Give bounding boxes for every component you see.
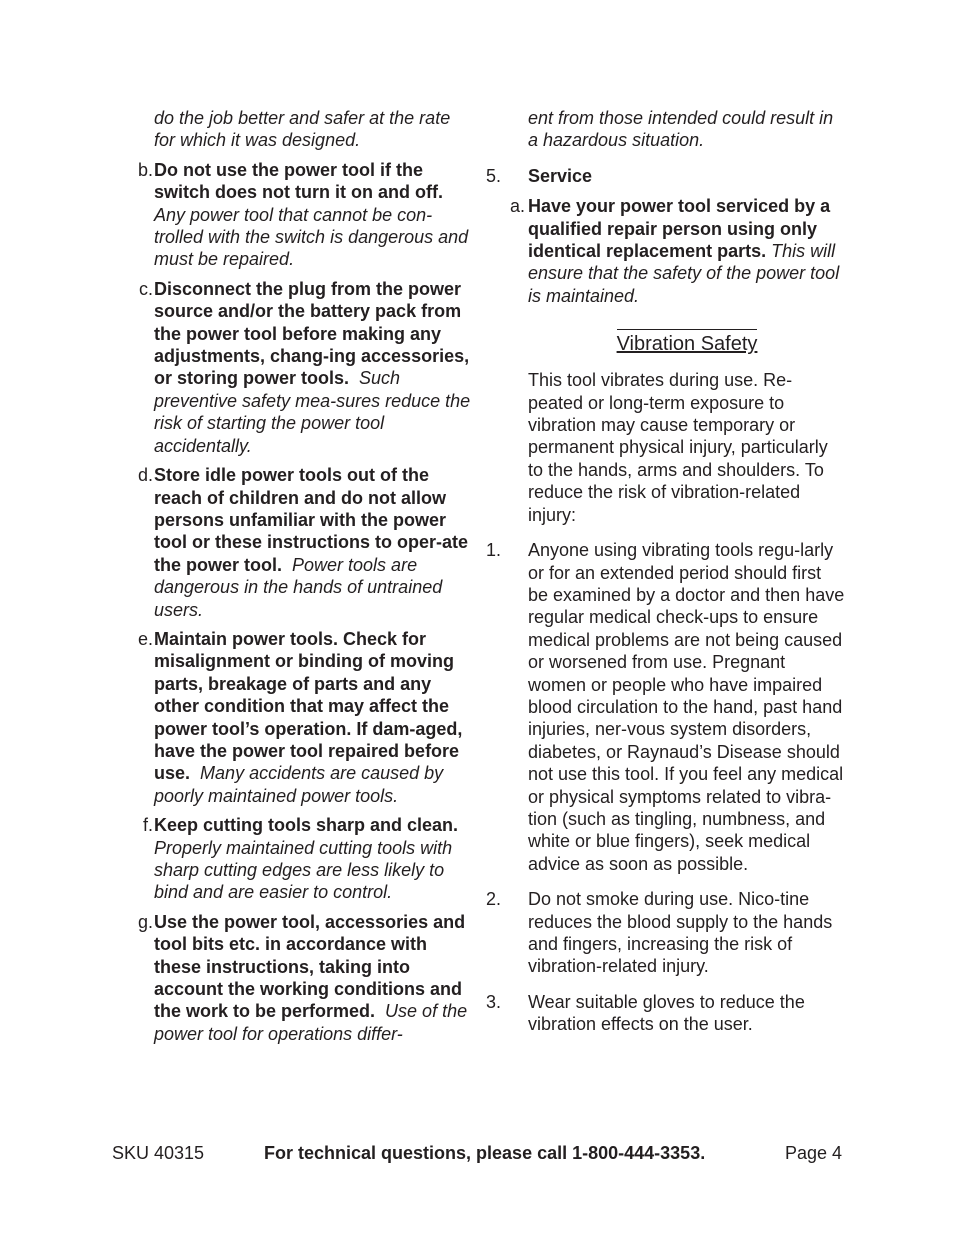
- item-marker: d.: [137, 465, 153, 486]
- list-item-c: [130, 278, 475, 457]
- item-bold-text: Do not use the power tool if the switch does not turn it on and off.: [154, 159, 443, 203]
- item-bold-text: Maintain power tools. Check for misalignment or binding of moving parts, breakage of parts and any other condition that may affect the power tool’s operation. If dam-aged, have the power tool repaired before use.: [154, 628, 463, 784]
- item-italic-text: Any power tool that cannot be con-trolled with the switch is dangerous and must be repaired.: [154, 204, 469, 270]
- section-title: Service: [528, 165, 593, 186]
- contact-line: For technical questions, please call 1-800-444-3353.: [264, 1143, 706, 1163]
- item-bold-text: Disconnect the plug from the power source and/or the battery pack from the power tool before making any adjustments, chang-ing accessories, or storing power tools.: [154, 278, 470, 389]
- continued-italic: ent from those intended could result in a hazardous situation.: [528, 108, 834, 151]
- continued-text: [486, 107, 846, 152]
- section-number: 5.: [486, 165, 502, 186]
- item-bold-text: Use the power tool, accessories and tool bits etc. in accordance with these instructions, taking into account the working conditions and the work to be performed.: [154, 911, 466, 1022]
- item-italic-text: Use of the power tool for operations differ-: [154, 1001, 468, 1044]
- item-italic-text: Many accidents are caused by poorly maintained power tools.: [154, 763, 444, 806]
- list-item-b: [130, 159, 475, 271]
- item-bold-text: Have your power tool serviced by a qualified repair person using only identical replacement parts.: [528, 196, 831, 262]
- list-item-d: [130, 464, 475, 621]
- sku-label: SKU 40315: [112, 1143, 205, 1163]
- item-marker: b.: [137, 159, 153, 180]
- item-number: 3.: [486, 991, 502, 1012]
- item-number: 1.: [486, 540, 502, 561]
- service-item-a: [486, 195, 846, 307]
- item-text: Wear suitable gloves to reduce the vibration effects on the user.: [528, 991, 805, 1035]
- vibration-item-1: [486, 539, 846, 875]
- service-section: [486, 165, 846, 187]
- list-item-e: [130, 628, 475, 807]
- item-marker: a.: [510, 196, 526, 217]
- item-marker: f.: [142, 815, 153, 836]
- list-item-f: [130, 814, 475, 904]
- vibration-safety-heading: [486, 329, 846, 357]
- continued-italic: do the job better and safer at the rate for which it was designed.: [154, 108, 451, 151]
- heading-text: Vibration Safety: [617, 329, 758, 357]
- item-italic-text: Power tools are dangerous in the hands of untrained users.: [154, 554, 443, 620]
- item-marker: c.: [138, 278, 153, 299]
- item-bold-text: Keep cutting tools sharp and clean.: [154, 815, 459, 836]
- vibration-intro: This tool vibrates during use. Re-peated or long-term exposure to vibration may cause temporary or permanent physical injury, particularly to the hands, arms and shoulders. To reduce the risk of vibration-related injury:: [528, 370, 828, 525]
- item-marker: g.: [137, 911, 153, 932]
- item-bold-text: Store idle power tools out of the reach of children and do not allow persons unfamiliar with the power tool or these instructions to oper-ate the power tool.: [154, 465, 469, 575]
- item-italic-text: Properly maintained cutting tools with sharp cutting edges are less likely to bind and are easier to control.: [154, 837, 453, 903]
- item-italic-text: This will ensure that the safety of the power tool is maintained.: [528, 241, 840, 306]
- left-column: [130, 107, 475, 1045]
- continued-text: [130, 107, 475, 152]
- page-number: Page 4: [784, 1143, 842, 1163]
- item-text: Do not smoke during use. Nico-tine reduces the blood supply to the hands and fingers, increasing the risk of vibration-related injury.: [528, 889, 833, 977]
- page-footer: [112, 1142, 842, 1166]
- item-marker: e.: [137, 628, 153, 649]
- vibration-item-3: [486, 991, 846, 1036]
- item-italic-text: Such preventive safety mea-sures reduce the risk of starting the power tool accidentally.: [154, 368, 471, 456]
- vibration-item-2: [486, 888, 846, 978]
- item-number: 2.: [486, 889, 502, 910]
- item-text: Anyone using vibrating tools regu-larly or for an extended period should first be examined by a doctor and then have regular medical check-ups to ensure medical problems are not being caused or worsened from use. Pregnant women or people who have impaired blood circulation to the hand, past hand injuries, ner-vous system disorders, diabetes, or Raynaud’s Disease should not use this tool. If you feel any medical or physical symptoms related to vibra-tion (such as tingling, numbness, and white or blue fingers), seek medical advice as soon as possible.: [528, 540, 845, 874]
- list-item-g: [130, 911, 475, 1045]
- right-column: [486, 107, 846, 1036]
